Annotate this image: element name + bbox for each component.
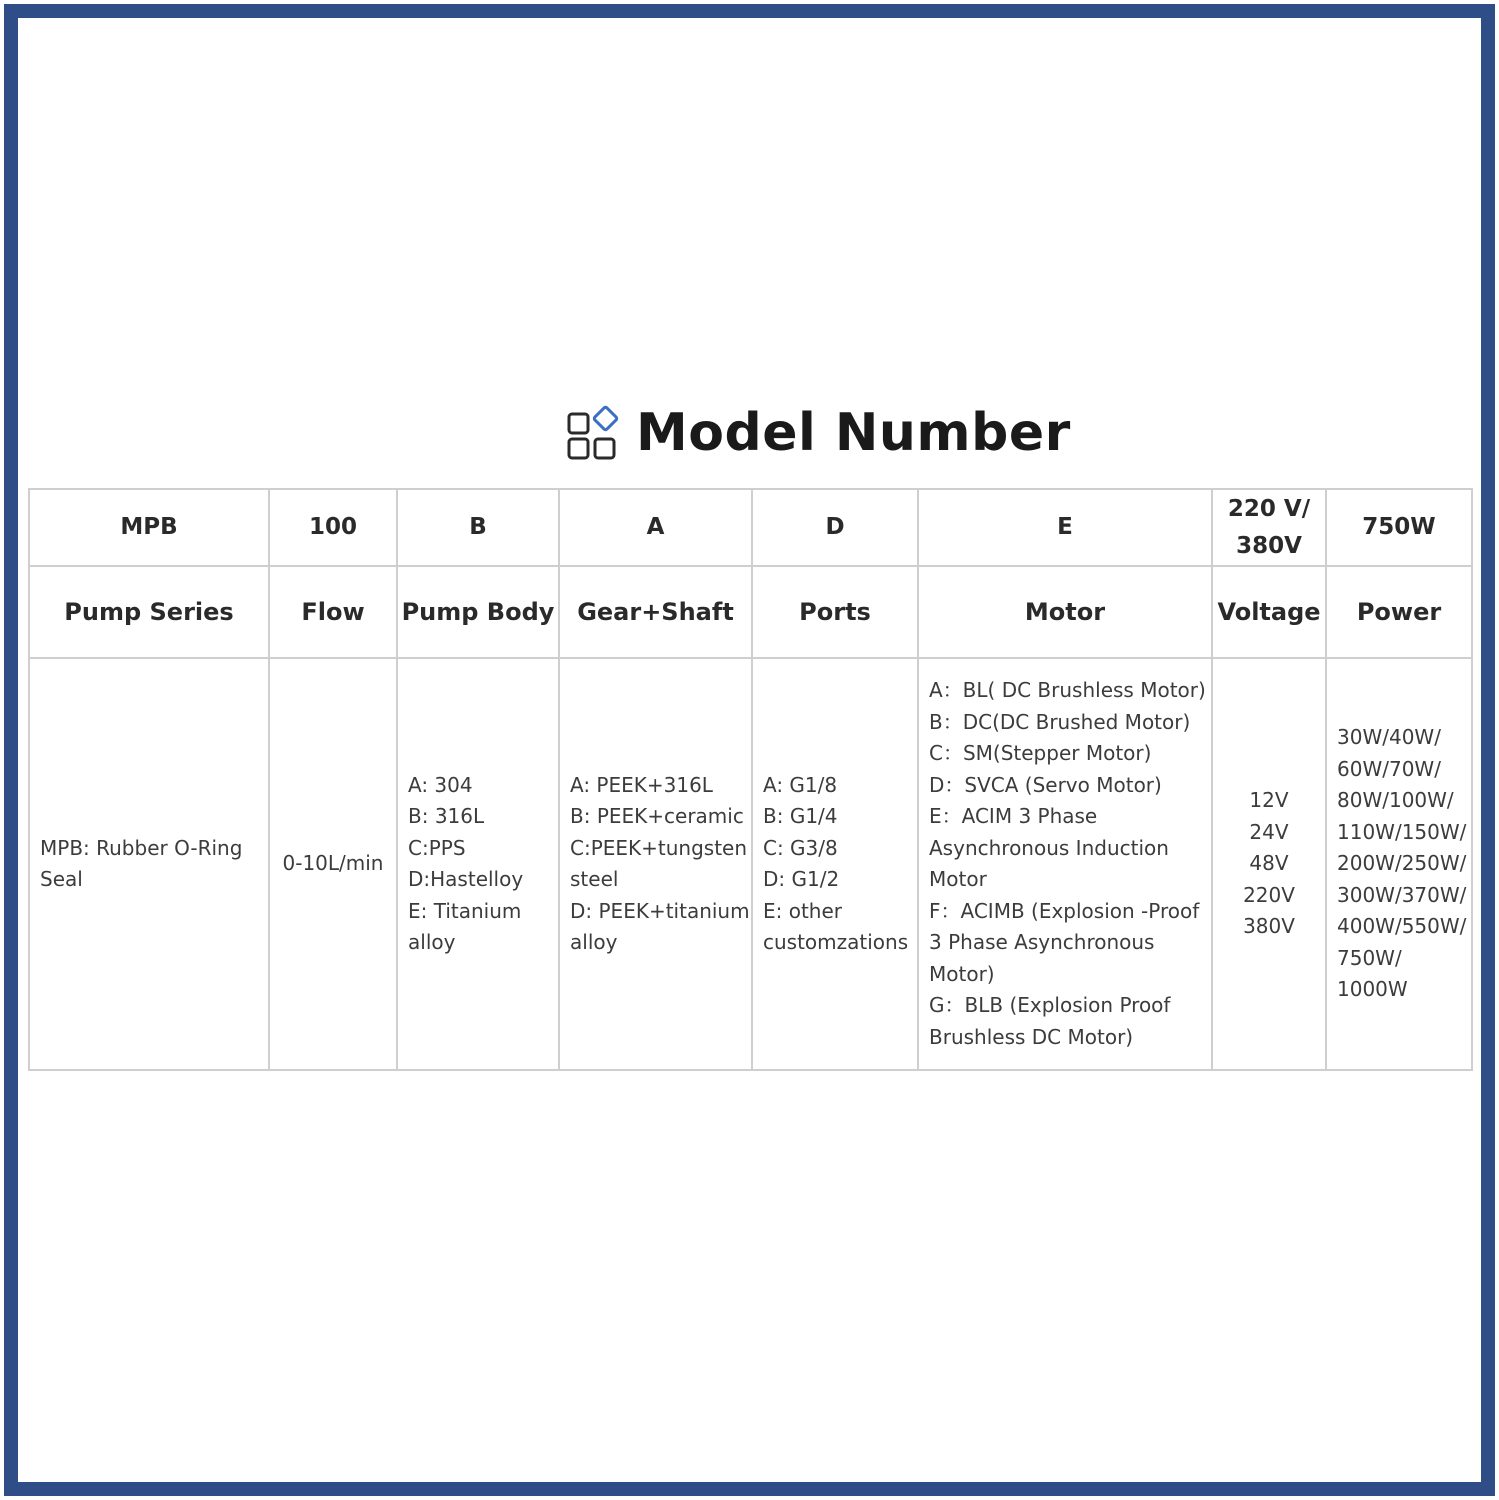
- code-row: [29, 489, 1472, 566]
- detail-line: 12V: [1249, 788, 1289, 813]
- label-motor: Motor: [918, 566, 1212, 658]
- detail-line: 30W/40W/: [1337, 725, 1441, 750]
- detail-line: E: other: [763, 898, 843, 923]
- detail-line: B：DC(DC Brushed Motor): [929, 709, 1191, 734]
- page-title: Model Number: [636, 403, 1071, 463]
- detail-ports: [752, 658, 918, 1070]
- code-voltage-line: 380V: [1236, 532, 1302, 559]
- detail-line: F：ACIMB (Explosion -Proof: [929, 898, 1200, 923]
- detail-line: Seal: [40, 867, 83, 891]
- detail-line: 48V: [1249, 851, 1289, 876]
- title-block: [566, 398, 1071, 468]
- detail-line: A: G1/8: [763, 772, 838, 797]
- code-gear-shaft: A: [559, 489, 752, 566]
- label-row: [29, 566, 1472, 658]
- label-voltage: Voltage: [1212, 566, 1326, 658]
- detail-power: [1326, 658, 1472, 1070]
- label-ports: Ports: [752, 566, 918, 658]
- detail-line: 110W/150W/: [1337, 819, 1467, 844]
- code-voltage-line: 220 V/: [1227, 495, 1311, 522]
- detail-line: 400W/550W/: [1337, 914, 1467, 939]
- detail-line: D: PEEK+titanium: [570, 898, 750, 923]
- detail-line: alloy: [570, 930, 618, 954]
- detail-line: E：ACIM 3 Phase: [929, 804, 1098, 828]
- detail-line: customzations: [763, 930, 909, 954]
- detail-line: E: Titanium: [408, 898, 522, 923]
- detail-line: 750W/: [1337, 945, 1402, 970]
- detail-line: 200W/250W/: [1337, 851, 1467, 876]
- detail-line: 80W/100W/: [1337, 788, 1454, 813]
- detail-line: 220V: [1243, 882, 1295, 907]
- detail-line: D:Hastelloy: [408, 867, 524, 891]
- detail-row: [29, 658, 1472, 1070]
- detail-motor: [918, 658, 1212, 1070]
- detail-line: C: G3/8: [763, 835, 838, 860]
- detail-line: C:PPS: [408, 835, 466, 860]
- code-motor: E: [918, 489, 1212, 566]
- detail-line: A: PEEK+316L: [570, 772, 713, 797]
- detail-line: 0-10L/min: [282, 851, 384, 876]
- label-gear-shaft: Gear+Shaft: [559, 566, 752, 658]
- label-power: Power: [1326, 566, 1472, 658]
- detail-line: steel: [570, 867, 619, 891]
- detail-line: B: G1/4: [763, 804, 838, 828]
- code-pump-body: B: [397, 489, 559, 566]
- label-pump-series: Pump Series: [29, 566, 269, 658]
- detail-pump-body: [397, 658, 559, 1070]
- code-power: 750W: [1326, 489, 1472, 566]
- detail-line: B: 316L: [408, 804, 485, 828]
- code-ports: D: [752, 489, 918, 566]
- detail-line: MPB: Rubber O-Ring: [40, 835, 243, 860]
- grid-diamond-icon: [566, 404, 624, 462]
- detail-line: 300W/370W/: [1337, 882, 1467, 907]
- detail-line: alloy: [408, 930, 456, 954]
- code-voltage: [1212, 489, 1326, 566]
- detail-line: A：BL( DC Brushless Motor): [929, 678, 1206, 702]
- detail-line: Brushless DC Motor): [929, 1024, 1134, 1049]
- detail-line: Asynchronous Induction: [929, 835, 1169, 860]
- detail-gear-shaft: [559, 658, 752, 1070]
- detail-pump-series: [29, 658, 269, 1070]
- code-pump-series: MPB: [29, 489, 269, 566]
- detail-line: Motor: [929, 867, 987, 891]
- detail-line: C：SM(Stepper Motor): [929, 741, 1152, 765]
- detail-voltage: [1212, 658, 1326, 1070]
- detail-line: 3 Phase Asynchronous: [929, 930, 1155, 954]
- detail-line: Motor): [929, 961, 995, 986]
- detail-line: 60W/70W/: [1337, 756, 1441, 781]
- code-flow: 100: [269, 489, 397, 566]
- detail-line: G：BLB (Explosion Proof: [929, 993, 1171, 1017]
- detail-line: 1000W: [1337, 977, 1408, 1002]
- label-pump-body: Pump Body: [397, 566, 559, 658]
- detail-line: A: 304: [408, 772, 473, 797]
- detail-flow: [269, 658, 397, 1070]
- detail-line: B: PEEK+ceramic: [570, 804, 744, 828]
- detail-line: 380V: [1243, 914, 1295, 939]
- model-number-table: [28, 488, 1473, 1071]
- detail-line: 24V: [1249, 819, 1289, 844]
- label-flow: Flow: [269, 566, 397, 658]
- detail-line: C:PEEK+tungsten: [570, 835, 748, 860]
- detail-line: D：SVCA (Servo Motor): [929, 772, 1162, 797]
- detail-line: D: G1/2: [763, 867, 840, 891]
